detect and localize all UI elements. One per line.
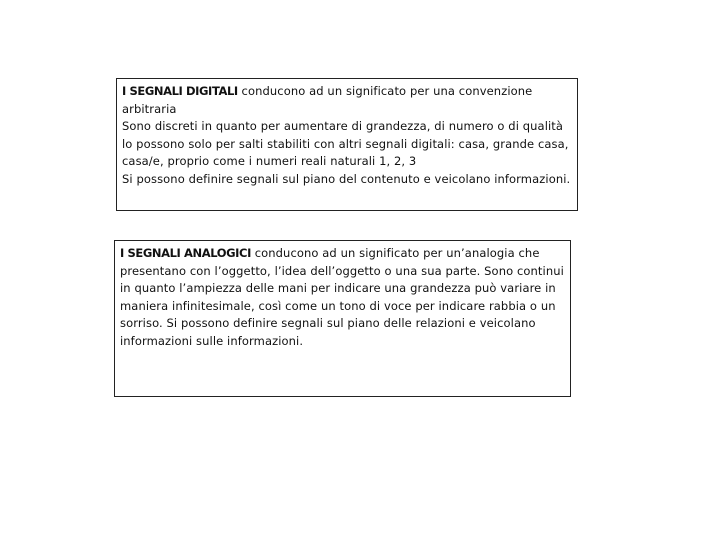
analog-signals-definition [120, 245, 565, 350]
digital-signals-intro: conducono ad un significato per una convenzione arbitraria [122, 84, 533, 116]
digital-signals-definition [122, 83, 572, 118]
digital-signals-paragraph-1: Sono discreti in quanto per aumentare di grandezza, di numero o di qualità lo possono solo per salti stabiliti con altri segnali digitali: casa, grande casa, casa/e, proprio come i numeri reali naturali 1, 2, 3 [122, 119, 569, 168]
digital-signals-textbox [116, 78, 578, 211]
digital-signals-title: I SEGNALI DIGITALI [122, 84, 238, 98]
analog-signals-title: I SEGNALI ANALOGICI [120, 246, 251, 260]
analog-signals-body: conducono ad un significato per un’analogia che presentano con l’oggetto, l’idea dell’oggetto o una sua parte. Sono continui in quanto l’ampiezza delle mani per indicare una grandezza può variare in maniera infinitesimale, così come un tono di voce per indicare rabbia o un sorriso. Si possono definire segnali sul piano delle relazioni e veicolano informazioni sulle informazioni. [120, 246, 564, 348]
analog-signals-textbox [114, 240, 571, 397]
digital-signals-paragraph-2: Si possono definire segnali sul piano del contenuto e veicolano informazioni. [122, 171, 571, 186]
